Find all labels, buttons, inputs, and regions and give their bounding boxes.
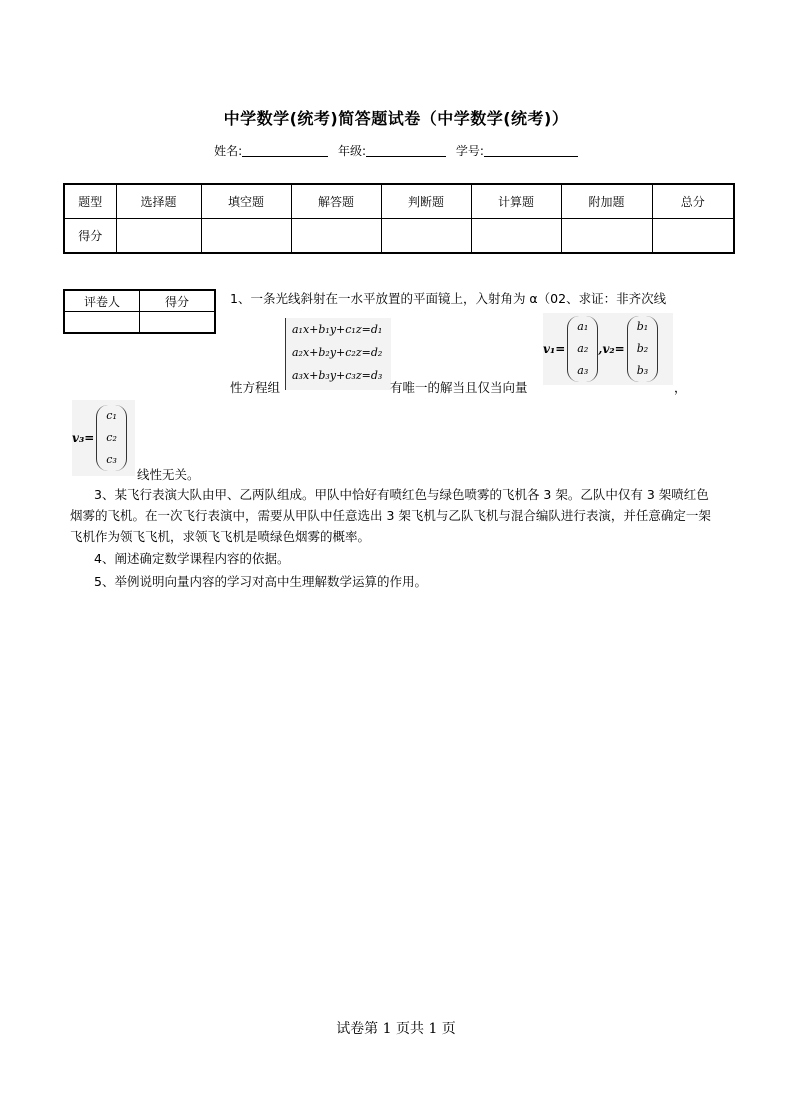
- grade-label: 年级:: [337, 144, 367, 158]
- name-label: 姓名:: [214, 144, 243, 158]
- v1-column: [567, 316, 598, 382]
- vector-entry: b₂: [636, 342, 649, 355]
- v2-label: ,v₂=: [598, 342, 625, 356]
- score-cell[interactable]: [652, 219, 734, 254]
- score-cell[interactable]: [116, 219, 201, 254]
- score-header: 总分: [652, 184, 734, 219]
- score-header: 解答题: [291, 184, 381, 219]
- v2-column: [627, 316, 658, 382]
- vector-entry: c₃: [106, 453, 117, 466]
- grade-blank[interactable]: [366, 144, 446, 157]
- question-3: 3、某飞行表演大队由甲、乙两队组成。甲队中恰好有喷红色与绿色喷雾的飞机各 3 架。乙队中仅有 3 架喷红色烟雾的飞机。在一次飞行表演中，需要从甲队中任意选出 3 架飞机与乙队飞机与混合编队进行表演，并任意确定一架飞机作为领飞飞机，求领飞飞机是喷绿色烟雾的概率。: [70, 487, 711, 544]
- question-1-prefix: 性方程组: [230, 380, 281, 395]
- reviewer-score-cell[interactable]: [140, 312, 216, 334]
- equation-row: a₂x+b₂y+c₂z=d₂: [292, 346, 383, 359]
- score-cell[interactable]: [381, 219, 471, 254]
- score-header: 计算题: [471, 184, 561, 219]
- vector-entry: c₁: [106, 409, 117, 422]
- question-1-comma: ，: [674, 380, 687, 395]
- id-label: 学号:: [455, 144, 484, 158]
- vector-entry: c₂: [106, 431, 117, 444]
- score-header: 判断题: [381, 184, 471, 219]
- student-info-line: [0, 142, 792, 159]
- reviewer-cell[interactable]: [64, 312, 140, 334]
- vector-entry: b₃: [636, 364, 649, 377]
- score-cell[interactable]: [201, 219, 291, 254]
- vector-v3-image: [72, 400, 135, 476]
- vector-entry: a₂: [577, 342, 589, 355]
- v3-column: [96, 405, 127, 471]
- score-cell[interactable]: [561, 219, 652, 254]
- score-header: 附加题: [561, 184, 652, 219]
- reviewer-label: 评卷人: [64, 290, 140, 312]
- equation-row: a₃x+b₃y+c₃z=d₃: [292, 369, 383, 382]
- score-table-header-row: [64, 184, 734, 219]
- question-5: 5、举例说明向量内容的学习对高中生理解数学运算的作用。: [94, 574, 427, 589]
- question-1-line: 1、一条光线斜射在一水平放置的平面镜上，入射角为 α（02、求证：非齐次线: [230, 291, 667, 306]
- score-cell[interactable]: [291, 219, 381, 254]
- score-row-label: 得分: [64, 219, 116, 254]
- vector-entry: a₁: [577, 320, 589, 333]
- id-blank[interactable]: [484, 144, 578, 157]
- question-1-end: 线性无关。: [137, 467, 200, 482]
- name-blank[interactable]: [242, 144, 328, 157]
- v3-label: v₃=: [72, 431, 95, 445]
- equation-system-image: [285, 318, 391, 390]
- reviewer-box: [63, 289, 216, 334]
- question-1-middle: 有唯一的解当且仅当向量: [390, 380, 528, 395]
- equation-row: a₁x+b₁y+c₁z=d₁: [292, 323, 383, 336]
- score-cell[interactable]: [471, 219, 561, 254]
- vector-entry: b₁: [636, 320, 649, 333]
- score-header: 题型: [64, 184, 116, 219]
- reviewer-score-label: 得分: [140, 290, 216, 312]
- score-table-score-row: [64, 219, 734, 254]
- vector-entry: a₃: [577, 364, 589, 377]
- v1-label: v₁=: [543, 342, 566, 356]
- score-table: [63, 183, 735, 254]
- score-header: 选择题: [116, 184, 201, 219]
- score-header: 填空题: [201, 184, 291, 219]
- vectors-v1-v2-image: [543, 313, 673, 385]
- page-title: 中学数学(统考)简答题试卷（中学数学(统考)）: [223, 109, 569, 128]
- page-footer: 试卷第 1 页共 1 页: [336, 1021, 456, 1037]
- question-4: 4、阐述确定数学课程内容的依据。: [94, 551, 290, 566]
